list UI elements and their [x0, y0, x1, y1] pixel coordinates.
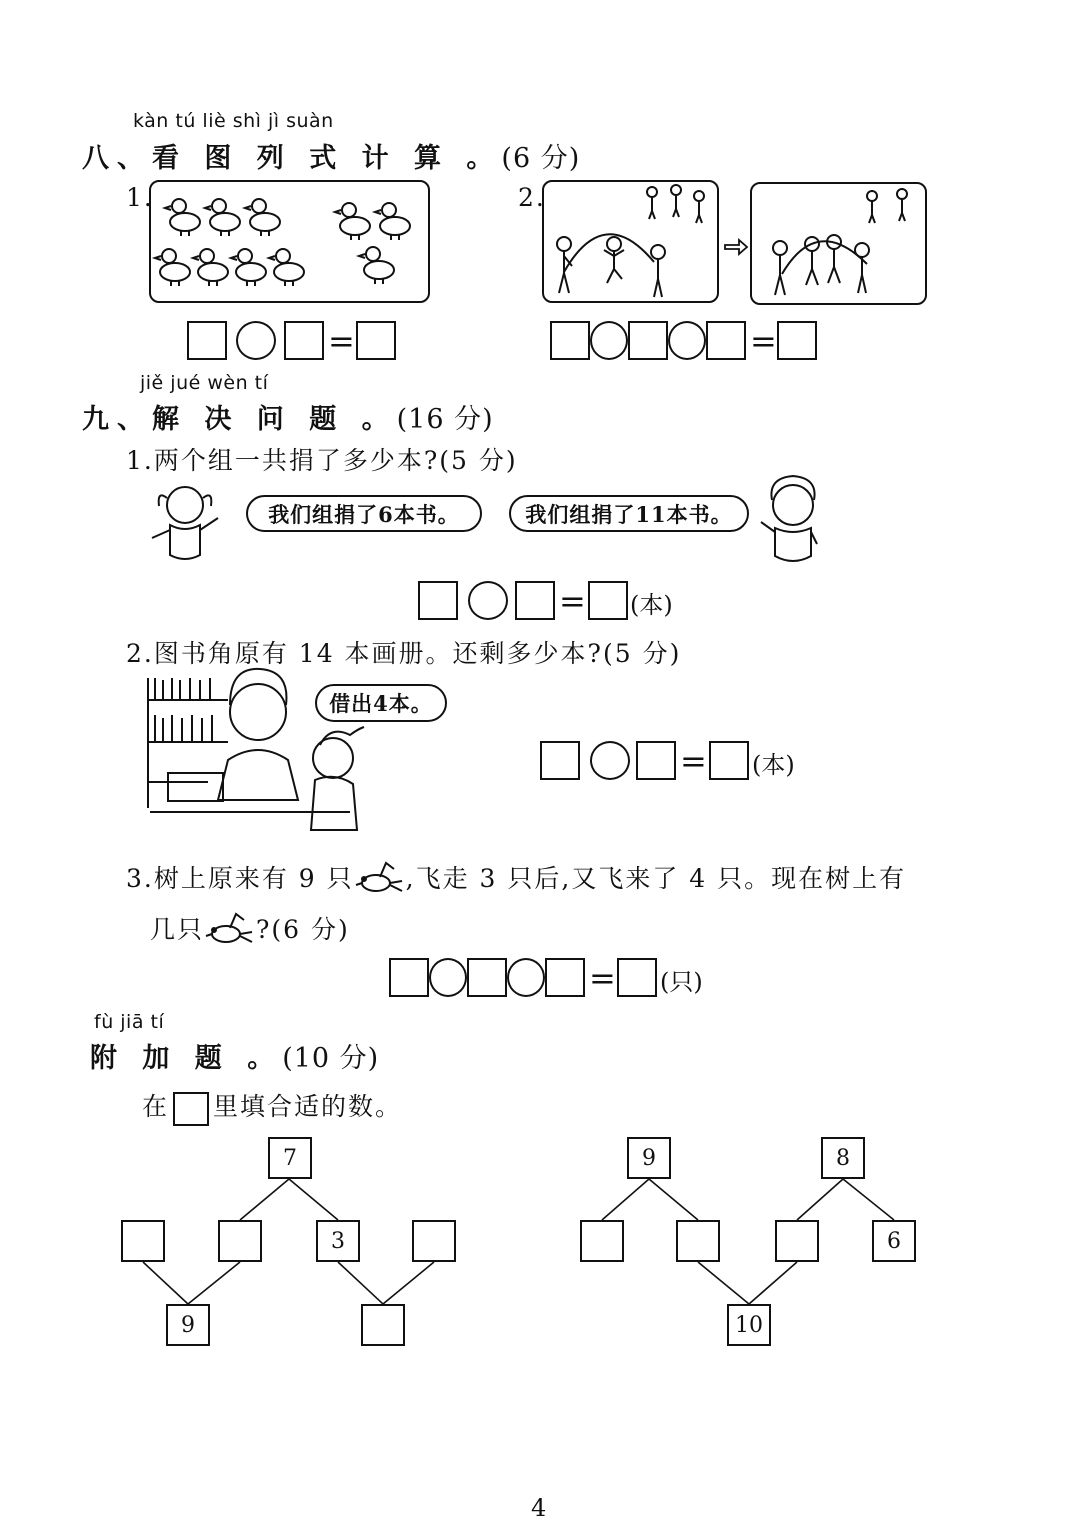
equals-sign: = — [589, 959, 616, 997]
answer-box[interactable] — [187, 321, 227, 360]
operator-circle[interactable] — [236, 321, 276, 360]
answer-box[interactable] — [389, 958, 429, 997]
blank-number-box[interactable] — [361, 1304, 405, 1346]
blank-number-box[interactable] — [676, 1220, 720, 1262]
q9-3-text-d: ?(6 分) — [256, 915, 350, 944]
jump-rope-picture-2 — [750, 182, 927, 305]
number-box: 3 — [316, 1220, 360, 1262]
q8-2-label: 2. — [518, 183, 546, 212]
operator-circle[interactable] — [507, 958, 545, 997]
sample-box — [173, 1092, 209, 1126]
bird-icon — [354, 867, 406, 895]
bonus-title — [90, 1036, 379, 1075]
jump-rope-illustration-2 — [752, 184, 929, 307]
blank-number-box[interactable] — [412, 1220, 456, 1262]
operator-circle[interactable] — [590, 741, 630, 780]
section8-points: (6 分) — [501, 143, 581, 174]
answer-box[interactable] — [628, 321, 668, 360]
bonus-instruction-b: 里填合适的数。 — [213, 1092, 403, 1121]
number-box: 6 — [872, 1220, 916, 1262]
blank-number-box[interactable] — [580, 1220, 624, 1262]
speech-bubble-left: 我们组捐了6本书。 — [246, 495, 482, 532]
bird-icon-svg — [204, 910, 256, 950]
blank-number-box[interactable] — [121, 1220, 165, 1262]
jump-rope-illustration-1 — [544, 182, 721, 305]
speech-bubble: 借出4本。 — [315, 684, 447, 722]
blank-number-box[interactable] — [775, 1220, 819, 1262]
answer-box[interactable] — [706, 321, 746, 360]
equals-sign: = — [328, 322, 355, 360]
bonus-instruction-a: 在 — [142, 1092, 170, 1121]
section8-title-text: 八、看 图 列 式 计 算 。 — [82, 143, 502, 174]
operator-circle[interactable] — [468, 581, 508, 620]
answer-box[interactable] — [545, 958, 585, 997]
unit-label: (本) — [752, 751, 795, 779]
answer-box[interactable] — [588, 581, 628, 620]
equals-sign: = — [750, 322, 777, 360]
unit-label: (本) — [630, 591, 673, 619]
operator-circle[interactable] — [429, 958, 467, 997]
equals-sign: = — [680, 742, 707, 780]
blank-number-box[interactable] — [218, 1220, 262, 1262]
section8-title — [82, 136, 580, 175]
q9-3-line1 — [126, 859, 906, 895]
q9-3-text-c: 几只 — [150, 915, 205, 944]
answer-box[interactable] — [418, 581, 458, 620]
q9-3-text-b: ,飞走 3 只后,又飞来了 4 只。现在树上有 — [405, 864, 907, 893]
number-box-top: 9 — [627, 1137, 671, 1179]
answer-box[interactable] — [777, 321, 817, 360]
answer-box[interactable] — [284, 321, 324, 360]
answer-box[interactable] — [617, 958, 657, 997]
equals-sign: = — [559, 582, 586, 620]
ducks-picture — [149, 180, 430, 303]
section9-title-text: 九、解 决 问 题 。 — [82, 404, 397, 435]
answer-box[interactable] — [467, 958, 507, 997]
section9-title — [82, 397, 494, 436]
q9-3-text-a: 3.树上原来有 9 只 — [126, 864, 354, 893]
answer-box[interactable] — [709, 741, 749, 780]
answer-box[interactable] — [550, 321, 590, 360]
ducks-illustration — [151, 182, 432, 305]
speech-bubble-right: 我们组捐了11本书。 — [509, 495, 749, 532]
number-box-bottom: 9 — [166, 1304, 210, 1346]
right-arrow-icon — [725, 240, 747, 254]
q9-1-text: 1.两个组一共捐了多少本?(5 分) — [126, 446, 518, 475]
jump-rope-picture-1 — [542, 180, 719, 303]
bonus-instruction — [142, 1087, 402, 1126]
q9-3-line2 — [150, 910, 350, 946]
answer-box[interactable] — [356, 321, 396, 360]
section8-pinyin: kàn tú liè shì jì suàn — [133, 110, 334, 132]
operator-circle[interactable] — [668, 321, 706, 360]
section9-pinyin: jiě jué wèn tí — [140, 372, 269, 394]
answer-box[interactable] — [540, 741, 580, 780]
operator-circle[interactable] — [590, 321, 628, 360]
bonus-pinyin: fù jiā tí — [94, 1011, 165, 1033]
answer-box[interactable] — [636, 741, 676, 780]
number-box-top: 7 — [268, 1137, 312, 1179]
page-number: 4 — [531, 1494, 547, 1522]
bonus-title-text: 附 加 题 。 — [90, 1043, 283, 1074]
q8-1-label: 1. — [126, 183, 154, 212]
q9-2-text: 2.图书角原有 14 本画册。还剩多少本?(5 分) — [126, 639, 682, 668]
bird-icon — [204, 918, 256, 946]
number-box-top: 8 — [821, 1137, 865, 1179]
bonus-points: (10 分) — [282, 1043, 380, 1074]
unit-label: (只) — [660, 968, 703, 996]
answer-box[interactable] — [515, 581, 555, 620]
section9-points: (16 分) — [396, 404, 494, 435]
bird-icon-svg — [354, 859, 406, 899]
number-box-bottom: 10 — [727, 1304, 771, 1346]
